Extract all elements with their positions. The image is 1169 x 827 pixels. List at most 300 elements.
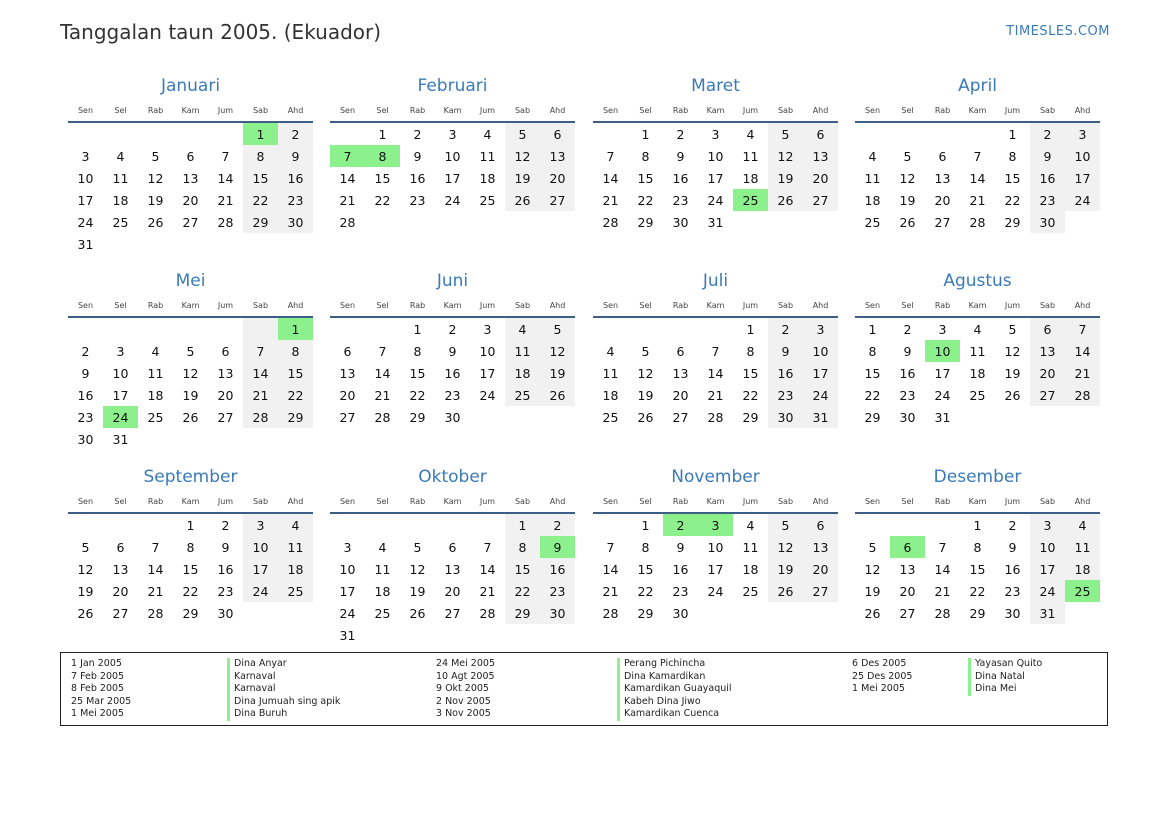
- day-cell: 30: [768, 406, 803, 428]
- weekday-header: [593, 296, 838, 314]
- day-cell: 4: [746, 517, 755, 533]
- holiday-day-cell: 1: [243, 123, 278, 145]
- day-cell: 27: [217, 409, 234, 425]
- weekday-label: Sab: [1039, 496, 1056, 506]
- day-cell: 29: [409, 409, 426, 425]
- weekday-label: Jum: [479, 300, 496, 310]
- day-cell: 1: [868, 321, 877, 337]
- legend-divider: [227, 658, 230, 721]
- legend-date: 10 Agt 2005: [436, 670, 495, 682]
- day-cell: 7: [378, 343, 387, 359]
- weekday-label: Kam: [181, 105, 200, 115]
- holiday-day-cell: 10: [925, 340, 960, 362]
- day-cell: 25: [742, 583, 759, 599]
- day-cell: 19: [77, 583, 94, 599]
- day-cell: 26: [768, 189, 803, 211]
- day-cell: 18: [1065, 558, 1100, 580]
- weekday-label: Ahd: [1074, 300, 1091, 310]
- weekday-label: Rab: [672, 300, 689, 310]
- day-cell: 20: [217, 387, 234, 403]
- day-cell: 28: [374, 409, 391, 425]
- day-cell: 13: [803, 536, 838, 558]
- day-cell: 11: [969, 343, 986, 359]
- weekday-header: [593, 492, 838, 510]
- day-cell: 8: [868, 343, 877, 359]
- weekday-label: Jum: [1004, 496, 1021, 506]
- day-cell: 9: [903, 343, 912, 359]
- day-cell: 7: [973, 148, 982, 164]
- day-cell: 4: [1065, 514, 1100, 536]
- day-cell: 21: [217, 192, 234, 208]
- day-cell: 5: [505, 123, 540, 145]
- day-cell: 19: [768, 167, 803, 189]
- day-cell: 29: [505, 602, 540, 624]
- day-cell: 21: [479, 583, 496, 599]
- day-cell: 16: [217, 561, 234, 577]
- day-cell: 20: [182, 192, 199, 208]
- day-cell: 1: [378, 126, 387, 142]
- legend-holiday: Dina Natal: [975, 670, 1025, 682]
- day-cell: 19: [768, 558, 803, 580]
- weekday-header: [330, 492, 575, 510]
- month-november: [593, 463, 838, 653]
- day-cell: 5: [768, 123, 803, 145]
- day-cell: 29: [969, 605, 986, 621]
- day-grid: [593, 123, 838, 233]
- day-grid: [330, 123, 575, 233]
- weekday-label: Sen: [339, 105, 356, 115]
- legend-date: 1 Mei 2005: [71, 708, 124, 720]
- day-cell: 2: [676, 126, 685, 142]
- empty-cell: [435, 514, 470, 536]
- legend-holiday: Perang Pichincha: [624, 658, 706, 669]
- weekday-label: Jum: [742, 496, 759, 506]
- day-cell: 31: [934, 409, 951, 425]
- day-cell: 15: [1004, 170, 1021, 186]
- day-cell: 17: [803, 362, 838, 384]
- day-cell: 29: [742, 409, 759, 425]
- day-cell: 29: [182, 605, 199, 621]
- day-cell: 21: [1065, 362, 1100, 384]
- day-cell: 14: [147, 561, 164, 577]
- legend-names-1: [234, 658, 340, 721]
- weekday-label: Rab: [409, 496, 426, 506]
- day-cell: 8: [278, 340, 313, 362]
- day-cell: 7: [483, 539, 492, 555]
- day-cell: 19: [540, 362, 575, 384]
- day-cell: 8: [641, 539, 650, 555]
- day-cell: 17: [1065, 167, 1100, 189]
- weekday-label: Sel: [114, 300, 127, 310]
- day-cell: 2: [413, 126, 422, 142]
- day-cell: 3: [116, 343, 125, 359]
- day-cell: 5: [81, 539, 90, 555]
- month-oktober: [330, 463, 575, 653]
- weekday-label: Jum: [217, 105, 234, 115]
- day-cell: 25: [602, 409, 619, 425]
- day-cell: 30: [444, 409, 461, 425]
- day-cell: 12: [505, 145, 540, 167]
- day-cell: 21: [147, 583, 164, 599]
- day-cell: 28: [243, 406, 278, 428]
- legend-date: 6 Des 2005: [852, 658, 907, 669]
- day-cell: 7: [938, 539, 947, 555]
- day-cell: 10: [707, 148, 724, 164]
- month-name: September: [143, 467, 238, 487]
- day-cell: 29: [1004, 214, 1021, 230]
- holiday-day-cell: 2: [663, 514, 698, 536]
- weekday-label: Ahd: [812, 496, 829, 506]
- day-cell: 12: [768, 145, 803, 167]
- day-cell: 23: [672, 192, 689, 208]
- weekday-label: Sen: [77, 496, 94, 506]
- day-cell: 14: [217, 170, 234, 186]
- day-cell: 11: [374, 561, 391, 577]
- day-cell: 2: [903, 321, 912, 337]
- day-cell: 14: [243, 362, 278, 384]
- weekday-label: Rab: [934, 496, 951, 506]
- month-september: [68, 463, 313, 653]
- day-cell: 16: [768, 362, 803, 384]
- weekday-label: Jum: [742, 300, 759, 310]
- day-cell: 10: [339, 561, 356, 577]
- day-cell: 22: [278, 384, 313, 406]
- day-cell: 28: [602, 605, 619, 621]
- day-cell: 17: [243, 558, 278, 580]
- day-cell: 24: [479, 387, 496, 403]
- day-cell: 7: [243, 340, 278, 362]
- weekday-label: Kam: [181, 300, 200, 310]
- day-cell: 28: [217, 214, 234, 230]
- day-cell: 19: [637, 387, 654, 403]
- day-cell: 2: [221, 517, 230, 533]
- day-cell: 27: [803, 189, 838, 211]
- month-name: Februari: [417, 76, 488, 96]
- weekday-label: Ahd: [549, 300, 566, 310]
- day-cell: 30: [540, 602, 575, 624]
- day-cell: 7: [151, 539, 160, 555]
- day-cell: 23: [899, 387, 916, 403]
- day-cell: 7: [606, 539, 615, 555]
- day-cell: 3: [448, 126, 457, 142]
- day-cell: 2: [448, 321, 457, 337]
- day-cell: 6: [676, 343, 685, 359]
- weekday-label: Sel: [901, 496, 914, 506]
- empty-cell: [138, 318, 173, 340]
- day-cell: 13: [899, 561, 916, 577]
- day-cell: 23: [217, 583, 234, 599]
- day-cell: 4: [151, 343, 160, 359]
- month-name: Desember: [933, 467, 1022, 487]
- day-cell: 23: [278, 189, 313, 211]
- weekday-label: Jum: [1004, 300, 1021, 310]
- day-cell: 27: [540, 189, 575, 211]
- day-cell: 4: [973, 321, 982, 337]
- empty-cell: [103, 123, 138, 145]
- month-maret: [593, 72, 838, 262]
- day-cell: 21: [339, 192, 356, 208]
- day-cell: 11: [602, 365, 619, 381]
- empty-cell: [663, 318, 698, 340]
- day-cell: 12: [899, 170, 916, 186]
- day-cell: 18: [742, 561, 759, 577]
- day-cell: 22: [742, 387, 759, 403]
- legend-date: 8 Feb 2005: [71, 683, 125, 695]
- weekday-label: Sel: [901, 105, 914, 115]
- empty-cell: [890, 123, 925, 145]
- weekday-label: Sab: [777, 496, 794, 506]
- day-cell: 25: [147, 409, 164, 425]
- weekday-label: Rab: [147, 300, 164, 310]
- legend-holiday: Dina Mei: [975, 683, 1017, 695]
- empty-cell: [330, 514, 365, 536]
- day-cell: 13: [444, 561, 461, 577]
- day-cell: 14: [602, 170, 619, 186]
- legend-date: 9 Okt 2005: [436, 683, 489, 695]
- day-cell: 17: [444, 170, 461, 186]
- day-cell: 17: [339, 583, 356, 599]
- day-cell: 15: [409, 365, 426, 381]
- month-name: November: [671, 467, 760, 487]
- day-cell: 18: [742, 170, 759, 186]
- day-cell: 8: [186, 539, 195, 555]
- day-grid: [855, 123, 1100, 233]
- day-cell: 1: [1008, 126, 1017, 142]
- legend-date: 25 Mar 2005: [71, 695, 132, 707]
- weekday-label: Kam: [443, 105, 462, 115]
- weekday-label: Ahd: [549, 496, 566, 506]
- day-cell: 26: [768, 580, 803, 602]
- day-cell: 10: [243, 536, 278, 558]
- month-name: Oktober: [418, 467, 487, 487]
- day-cell: 30: [278, 211, 313, 233]
- day-cell: 22: [374, 192, 391, 208]
- day-cell: 24: [934, 387, 951, 403]
- day-cell: 1: [505, 514, 540, 536]
- day-cell: 25: [374, 605, 391, 621]
- legend-holiday: Dina Anyar: [234, 658, 287, 669]
- weekday-header: [68, 296, 313, 314]
- day-cell: 31: [339, 627, 356, 643]
- day-cell: 11: [147, 365, 164, 381]
- page-title: Tanggalan taun 2005. (Ekuador): [60, 20, 382, 44]
- day-cell: 18: [602, 387, 619, 403]
- day-cell: 26: [409, 605, 426, 621]
- day-cell: 25: [505, 384, 540, 406]
- empty-cell: [960, 123, 995, 145]
- empty-cell: [593, 123, 628, 145]
- day-cell: 20: [112, 583, 129, 599]
- day-cell: 10: [707, 539, 724, 555]
- day-cell: 9: [1008, 539, 1017, 555]
- day-cell: 27: [803, 580, 838, 602]
- day-grid: [855, 318, 1100, 428]
- day-cell: 2: [278, 123, 313, 145]
- day-cell: 17: [1030, 558, 1065, 580]
- day-cell: 5: [868, 539, 877, 555]
- day-cell: 16: [278, 167, 313, 189]
- weekday-header: [330, 101, 575, 119]
- day-cell: 14: [602, 561, 619, 577]
- holiday-legend: [60, 652, 1108, 726]
- day-cell: 2: [768, 318, 803, 340]
- month-name: April: [958, 76, 997, 96]
- legend-divider: [617, 658, 620, 721]
- day-cell: 22: [182, 583, 199, 599]
- legend-dates-1: [71, 658, 131, 721]
- day-cell: 8: [1008, 148, 1017, 164]
- day-cell: 3: [1030, 514, 1065, 536]
- day-cell: 6: [938, 148, 947, 164]
- weekday-label: Sab: [777, 300, 794, 310]
- day-cell: 8: [973, 539, 982, 555]
- weekday-label: Sab: [252, 105, 269, 115]
- day-cell: 3: [711, 126, 720, 142]
- day-cell: 27: [182, 214, 199, 230]
- month-name: Januari: [160, 76, 221, 96]
- weekday-label: Kam: [968, 300, 987, 310]
- day-cell: 19: [182, 387, 199, 403]
- legend-names-3: [975, 658, 1042, 696]
- legend-holiday: Kabeh Dina Jiwo: [624, 695, 701, 707]
- day-cell: 4: [746, 126, 755, 142]
- day-cell: 26: [182, 409, 199, 425]
- day-cell: 24: [444, 192, 461, 208]
- weekday-label: Ahd: [287, 105, 304, 115]
- day-cell: 19: [899, 192, 916, 208]
- legend-holiday: Karnaval: [234, 683, 276, 695]
- day-cell: 28: [602, 214, 619, 230]
- day-cell: 1: [186, 517, 195, 533]
- day-cell: 23: [409, 192, 426, 208]
- weekday-label: Ahd: [812, 300, 829, 310]
- day-cell: 18: [112, 192, 129, 208]
- day-cell: 15: [505, 558, 540, 580]
- day-cell: 5: [641, 343, 650, 359]
- day-cell: 11: [742, 539, 759, 555]
- weekday-label: Ahd: [812, 105, 829, 115]
- day-cell: 16: [672, 170, 689, 186]
- day-cell: 28: [934, 605, 951, 621]
- day-cell: 26: [147, 214, 164, 230]
- holiday-day-cell: 9: [540, 536, 575, 558]
- day-cell: 23: [540, 580, 575, 602]
- day-cell: 16: [1004, 561, 1021, 577]
- day-cell: 3: [81, 148, 90, 164]
- day-cell: 30: [672, 605, 689, 621]
- month-desember: [855, 463, 1100, 653]
- weekday-label: Sel: [376, 496, 389, 506]
- weekday-header: [855, 296, 1100, 314]
- day-cell: 20: [899, 583, 916, 599]
- weekday-label: Sen: [339, 300, 356, 310]
- month-name: Agustus: [943, 271, 1012, 291]
- day-cell: 13: [934, 170, 951, 186]
- day-cell: 5: [186, 343, 195, 359]
- brand-link[interactable]: TIMESLES.COM: [1006, 24, 1110, 39]
- day-cell: 13: [217, 365, 234, 381]
- day-cell: 4: [116, 148, 125, 164]
- day-cell: 24: [339, 605, 356, 621]
- month-name: Mei: [175, 271, 206, 291]
- day-cell: 18: [864, 192, 881, 208]
- weekday-label: Sel: [376, 105, 389, 115]
- day-cell: 13: [112, 561, 129, 577]
- day-cell: 8: [641, 148, 650, 164]
- weekday-label: Sen: [602, 105, 619, 115]
- weekday-label: Sel: [639, 105, 652, 115]
- day-cell: 3: [803, 318, 838, 340]
- day-cell: 11: [742, 148, 759, 164]
- legend-holiday: Dina Buruh: [234, 708, 288, 720]
- day-grid: [68, 123, 313, 255]
- day-cell: 9: [676, 539, 685, 555]
- day-cell: 12: [864, 561, 881, 577]
- day-cell: 21: [934, 583, 951, 599]
- weekday-label: Sab: [1039, 300, 1056, 310]
- day-cell: 6: [186, 148, 195, 164]
- day-cell: 25: [112, 214, 129, 230]
- day-cell: 24: [707, 192, 724, 208]
- day-cell: 28: [707, 409, 724, 425]
- day-cell: 31: [112, 431, 129, 447]
- day-cell: 3: [483, 321, 492, 337]
- day-cell: 11: [864, 170, 881, 186]
- day-cell: 19: [864, 583, 881, 599]
- day-cell: 9: [768, 340, 803, 362]
- day-cell: 16: [77, 387, 94, 403]
- month-juli: [593, 267, 838, 457]
- weekday-label: Sab: [252, 496, 269, 506]
- holiday-day-cell: 7: [330, 145, 365, 167]
- day-cell: 18: [969, 365, 986, 381]
- day-cell: 27: [672, 409, 689, 425]
- legend-holiday: Karnaval: [234, 670, 276, 682]
- weekday-label: Ahd: [1074, 496, 1091, 506]
- legend-divider: [968, 658, 971, 696]
- weekday-label: Sen: [602, 300, 619, 310]
- holiday-day-cell: 1: [278, 318, 313, 340]
- day-cell: 9: [221, 539, 230, 555]
- day-cell: 26: [864, 605, 881, 621]
- day-cell: 14: [374, 365, 391, 381]
- day-cell: 26: [77, 605, 94, 621]
- weekday-header: [593, 101, 838, 119]
- empty-cell: [103, 514, 138, 536]
- empty-cell: [103, 318, 138, 340]
- weekday-label: Sen: [339, 496, 356, 506]
- day-cell: 23: [1004, 583, 1021, 599]
- day-cell: 27: [339, 409, 356, 425]
- day-cell: 16: [1030, 167, 1065, 189]
- day-cell: 14: [707, 365, 724, 381]
- legend-date: 1 Mei 2005: [852, 683, 905, 695]
- day-cell: 25: [969, 387, 986, 403]
- weekday-label: Sab: [514, 496, 531, 506]
- day-cell: 26: [637, 409, 654, 425]
- weekday-label: Jum: [479, 105, 496, 115]
- weekday-header: [855, 101, 1100, 119]
- day-cell: 5: [768, 514, 803, 536]
- day-cell: 15: [374, 170, 391, 186]
- empty-cell: [365, 514, 400, 536]
- day-cell: 7: [1065, 318, 1100, 340]
- day-cell: 28: [339, 214, 356, 230]
- day-cell: 27: [1030, 384, 1065, 406]
- day-cell: 3: [343, 539, 352, 555]
- legend-date: 2 Nov 2005: [436, 695, 491, 707]
- day-cell: 21: [602, 192, 619, 208]
